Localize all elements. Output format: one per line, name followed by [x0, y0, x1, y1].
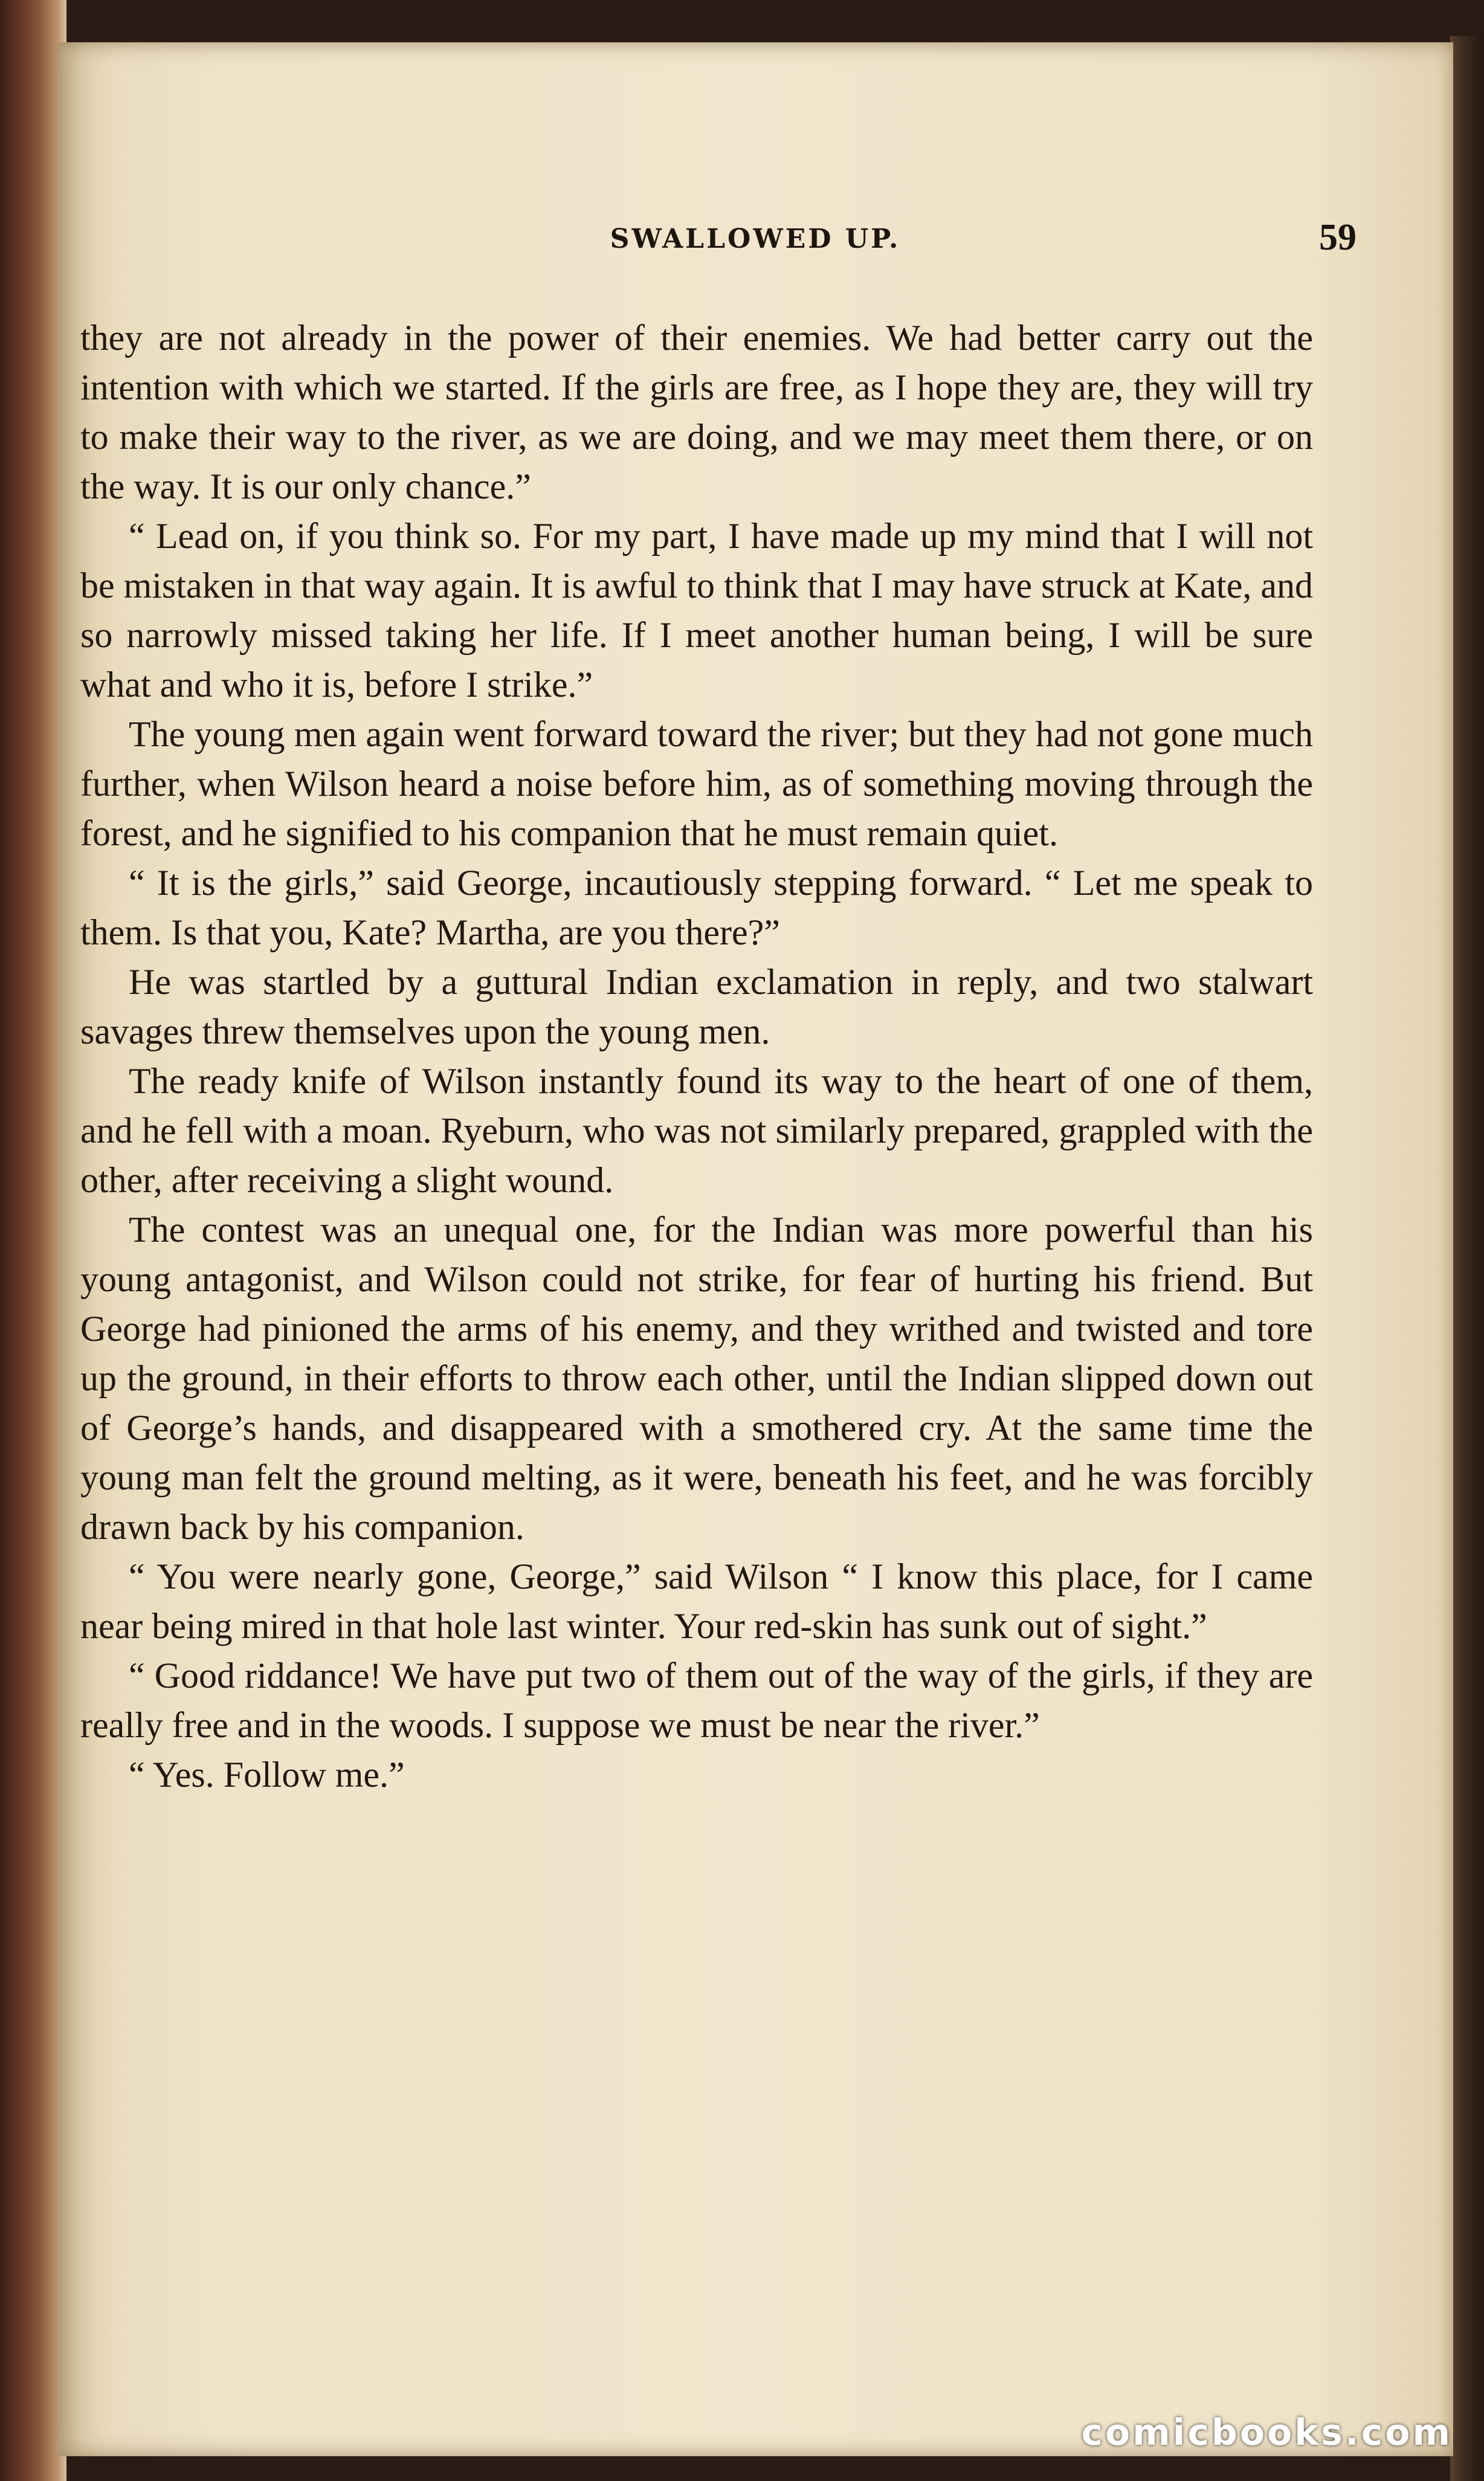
paragraph: they are not already in the power of their enemies. We had better carry out the intention with which we started. If the girls are free, as I hope they are, they will try to make their way to the river, as we are doing, and we may meet them there, or on the way. It is our only chance.”: [80, 318, 1313, 506]
paragraph: “ It is the girls,” said George, incautiously stepping forward. “ Let me speak to them. Is that you, Kate? Martha, are you there?”: [80, 863, 1313, 952]
book-spine: [0, 0, 66, 2481]
paragraph: The contest was an unequal one, for the Indian was more powerful than his young antagonist, and Wilson could not strike, for fear of hurting his friend. But George had pinioned the arms of his enemy, and they writhed and twisted and tore up the ground, in their efforts to throw each other, until the Indian slipped down out of George’s hands, and disappeared with a smothered cry. At the same time the young man felt the ground melting, as it were, beneath his feet, and he was forcibly drawn back by his companion.: [80, 1210, 1313, 1547]
paragraph: The young men again went forward toward the river; but they had not gone much further, when Wilson heard a noise before him, as of something moving through the forest, and he signified to his companion that he must remain quiet.: [80, 714, 1313, 853]
site-watermark: comicbooks.com: [1081, 2412, 1453, 2454]
paragraph: “ Good riddance! We have put two of them out of the way of the girls, if they are really free and in the woods. I suppose we must be near the river.”: [80, 1656, 1313, 1745]
paragraph: “ You were nearly gone, George,” said Wilson “ I know this place, for I came near being mired in that hole last winter. Your red-skin has sunk out of sight.”: [80, 1557, 1313, 1646]
running-head-title: SWALLOWED UP.: [610, 224, 901, 254]
page-edge-shadow: [1450, 36, 1484, 2481]
paragraph: He was startled by a guttural Indian exclamation in reply, and two stalwart savages threw themselves upon the young men.: [80, 962, 1313, 1051]
paragraph: “ Lead on, if you think so. For my part, I have made up my mind that I will not be mistaken in that way again. It is awful to think that I may have struck at Kate, and so narrowly missed taking her life. If I meet another human being, I will be sure what and who it is, before I strike.”: [80, 516, 1313, 705]
paragraph: “ Yes. Follow me.”: [129, 1755, 405, 1795]
book-page: [57, 42, 1453, 2456]
running-head: [57, 217, 1453, 272]
page-number: 59: [1319, 217, 1357, 258]
paragraph: The ready knife of Wilson instantly found its way to the heart of one of them, and he fell with a moan. Ryeburn, who was not similarly prepared, grappled with the other, after receiving a slight wound.: [80, 1061, 1313, 1200]
body-text: [80, 313, 1313, 1799]
